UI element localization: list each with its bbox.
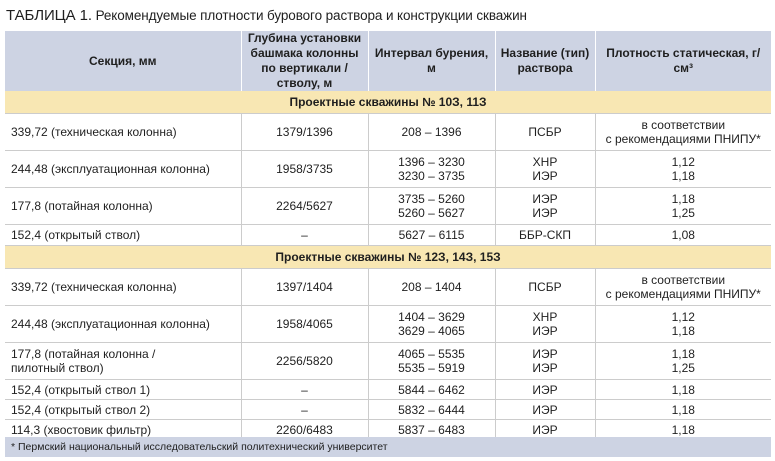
cell-depth: –: [241, 400, 368, 420]
cell-section: 177,8 (потайная колонна / пилотный ствол): [5, 343, 241, 380]
cell-density: 1,18 1,25: [595, 188, 771, 225]
cell-section: 152,4 (открытый ствол 1): [5, 380, 241, 400]
cell-section: 244,48 (эксплуатационная колонна): [5, 151, 241, 188]
table-row: [5, 188, 771, 225]
table-row: [5, 343, 771, 380]
cell-density: в соответствии с рекомендациями ПНИПУ*: [595, 269, 771, 306]
table-row: [5, 151, 771, 188]
header-fluid: Название (тип) раствора: [495, 31, 595, 91]
cell-depth: 2264/5627: [241, 188, 368, 225]
cell-fluid: ХНР ИЭР: [495, 306, 595, 343]
header-density: Плотность статическая, г/см³: [595, 31, 771, 91]
cell-section: 114,3 (хвостовик фильтр): [5, 420, 241, 440]
cell-density: 1,18: [595, 420, 771, 440]
cell-fluid: ПСБР: [495, 269, 595, 306]
header-depth: Глубина установки башмака колонны по вертикали / стволу, м: [241, 31, 368, 91]
table-row: [5, 269, 771, 306]
cell-depth: –: [241, 380, 368, 400]
cell-density: 1,12 1,18: [595, 151, 771, 188]
group-title: Проектные скважины № 12З, 14З, 15З: [5, 246, 771, 269]
cell-section: 339,72 (техническая колонна): [5, 114, 241, 151]
cell-fluid: ХНР ИЭР: [495, 151, 595, 188]
drilling-fluid-table: [5, 31, 771, 440]
group-title: Проектные скважины № 10З, 11З: [5, 91, 771, 114]
table-row: [5, 306, 771, 343]
cell-interval: 1404 – 3629 3629 – 4065: [368, 306, 495, 343]
cell-interval: 1396 – 3230 3230 – 3735: [368, 151, 495, 188]
cell-section: 152,4 (открытый ствол 2): [5, 400, 241, 420]
caption-text: Рекомендуемые плотности бурового раствора и конструкции скважин: [95, 8, 527, 23]
cell-density: 1,12 1,18: [595, 306, 771, 343]
cell-interval: 3735 – 5260 5260 – 5627: [368, 188, 495, 225]
cell-density: в соответствии с рекомендациями ПНИПУ*: [595, 114, 771, 151]
cell-section: 152,4 (открытый ствол): [5, 225, 241, 246]
table-row: [5, 380, 771, 400]
group-row: [5, 246, 771, 269]
cell-depth: 2256/5820: [241, 343, 368, 380]
footnote: * Пермский национальный исследовательский политехнический университет: [5, 437, 771, 457]
cell-depth: 2260/6483: [241, 420, 368, 440]
cell-section: 339,72 (техническая колонна): [5, 269, 241, 306]
table-caption: [6, 5, 527, 27]
cell-fluid: ПСБР: [495, 114, 595, 151]
cell-depth: 1958/4065: [241, 306, 368, 343]
cell-interval: 4065 – 5535 5535 – 5919: [368, 343, 495, 380]
cell-fluid: ИЭР ИЭР: [495, 188, 595, 225]
cell-depth: –: [241, 225, 368, 246]
table-row: [5, 114, 771, 151]
cell-interval: 5627 – 6115: [368, 225, 495, 246]
cell-interval: 5837 – 6483: [368, 420, 495, 440]
cell-density: 1,18: [595, 400, 771, 420]
header-interval: Интервал бурения, м: [368, 31, 495, 91]
group-row: [5, 91, 771, 114]
table-row: [5, 225, 771, 246]
cell-section: 244,48 (эксплуатационная колонна): [5, 306, 241, 343]
cell-depth: 1397/1404: [241, 269, 368, 306]
cell-interval: 5832 – 6444: [368, 400, 495, 420]
cell-section: 177,8 (потайная колонна): [5, 188, 241, 225]
cell-fluid: ИЭР: [495, 400, 595, 420]
cell-fluid: ББР-СКП: [495, 225, 595, 246]
cell-fluid: ИЭР: [495, 380, 595, 400]
cell-fluid: ИЭР ИЭР: [495, 343, 595, 380]
cell-fluid: ИЭР: [495, 420, 595, 440]
cell-density: 1,08: [595, 225, 771, 246]
cell-density: 1,18: [595, 380, 771, 400]
cell-interval: 5844 – 6462: [368, 380, 495, 400]
header-section: Секция, мм: [5, 31, 241, 91]
cell-depth: 1958/3735: [241, 151, 368, 188]
cell-density: 1,18 1,25: [595, 343, 771, 380]
header-row: [5, 31, 771, 91]
cell-depth: 1379/1396: [241, 114, 368, 151]
cell-interval: 208 – 1404: [368, 269, 495, 306]
table-row: [5, 400, 771, 420]
cell-interval: 208 – 1396: [368, 114, 495, 151]
caption-lead: ТАБЛИЦА 1.: [6, 7, 92, 24]
